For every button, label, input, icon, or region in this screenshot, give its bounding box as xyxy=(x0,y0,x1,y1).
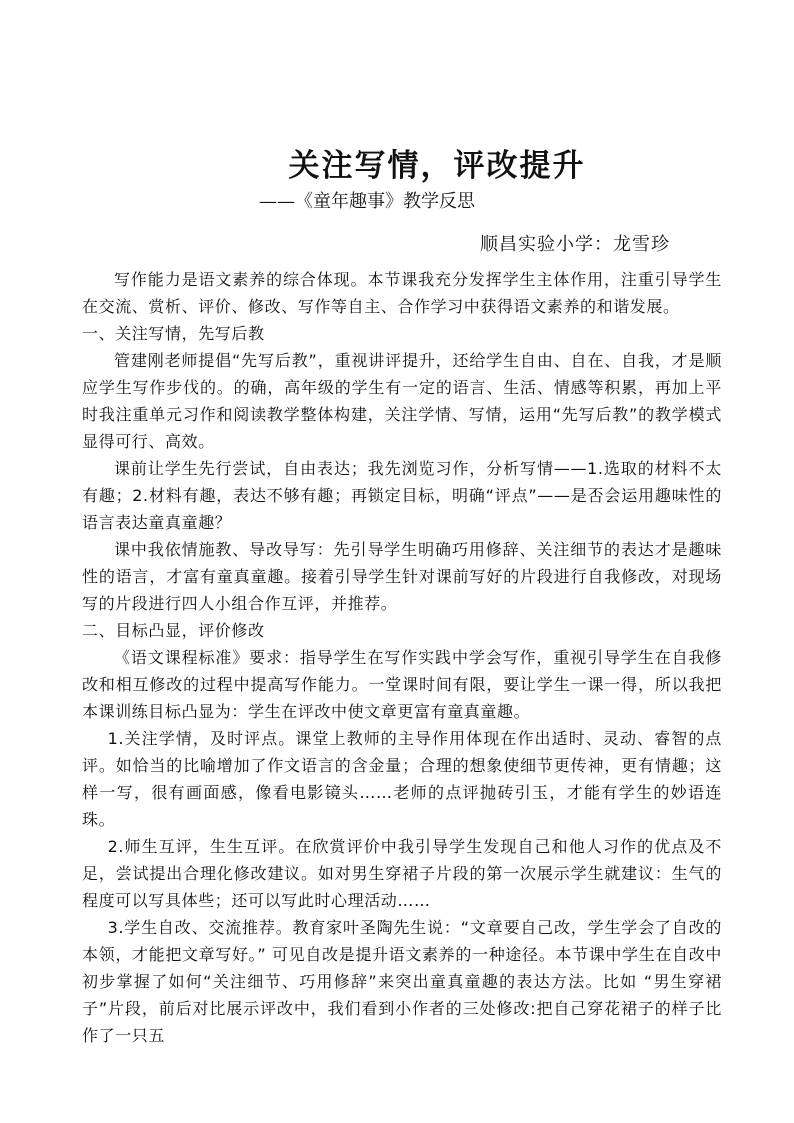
document-subtitle: ——《童年趣事》教学反思 xyxy=(259,191,475,212)
section-2-paragraph-2: 1.关注学情，及时评点。课堂上教师的主导作用体现在作出适时、灵动、睿智的点评。如恰当的比喻增加了作文语言的含金量；合理的想象使细节更传神，更有情趣；这样一写，很有画面感，像看电影镜头……老师的点评抛砖引玉，才能有学生的妙语连珠。 xyxy=(82,729,722,829)
section-2-paragraph-4: 3.学生自改、交流推荐。教育家叶圣陶先生说：“文章要自己改，学生学会了自改的本领，才能把文章写好。” 可见自改是提升语文素养的一种途径。本节课中学生在自改中初步掌握了如何“关注细节、巧用修辞”来突出童真童趣的表达方法。比如 “男生穿裙子”片段，前后对比展示评改中，我们看到小作者的三处修改:把自己穿花裙子的样子比作了一只五 xyxy=(82,918,722,1045)
section-2-paragraph-1: 《语文课程标准》要求：指导学生在写作实践中学会写作，重视引导学生在自我修改和相互修改的过程中提高写作能力。一堂课时间有限，要让学生一课一得，所以我把本课训练目标凸显为：学生在评改中使文章更富有童真童趣。 xyxy=(82,648,722,721)
document-body xyxy=(82,266,722,1049)
section-1-paragraph-1: 管建刚老师提倡“先写后教”，重视讲评提升，还给学生自由、自在、自我，才是顺应学生写作步伐的。的确，高年级的学生有一定的语言、生活、情感等积累，再加上平时我注重单元习作和阅读教学整体构建，关注学情、写情，运用“先写后教”的教学模式显得可行、高效。 xyxy=(82,351,722,451)
section-2-heading: 二、目标凸显，评价修改 xyxy=(82,621,265,640)
intro-paragraph: 写作能力是语文素养的综合体现。本节课我充分发挥学生主体作用，注重引导学生在交流、赏析、评价、修改、写作等自主、合作学习中获得语文素养的和谐发展。 xyxy=(82,270,722,316)
section-2-paragraph-3: 2.师生互评，生生互评。在欣赏评价中我引导学生发现自己和他人习作的优点及不足，尝试提出合理化修改建议。如对男生穿裙子片段的第一次展示学生就建议：生气的程度可以写具体些；还可以写此时心理活动…… xyxy=(82,837,722,910)
document-author: 顺昌实验小学：龙雪珍 xyxy=(480,234,670,255)
section-1-paragraph-3: 课中我依情施教、导改导写：先引导学生明确巧用修辞、关注细节的表达才是趣味性的语言，才富有童真童趣。接着引导学生针对课前写好的片段进行自我修改，对现场写的片段进行四人小组合作互评，并推荐。 xyxy=(82,540,722,613)
section-1-paragraph-2: 课前让学生先行尝试，自由表达；我先浏览习作，分析写情——1.选取的材料不太有趣；2.材料有趣，表达不够有趣；再锁定目标，明确“评点”——是否会运用趣味性的语言表达童真童趣？ xyxy=(82,459,722,532)
section-1-heading: 一、关注写情，先写后教 xyxy=(82,324,265,343)
document-title: 关注写情，评改提升 xyxy=(288,148,586,184)
